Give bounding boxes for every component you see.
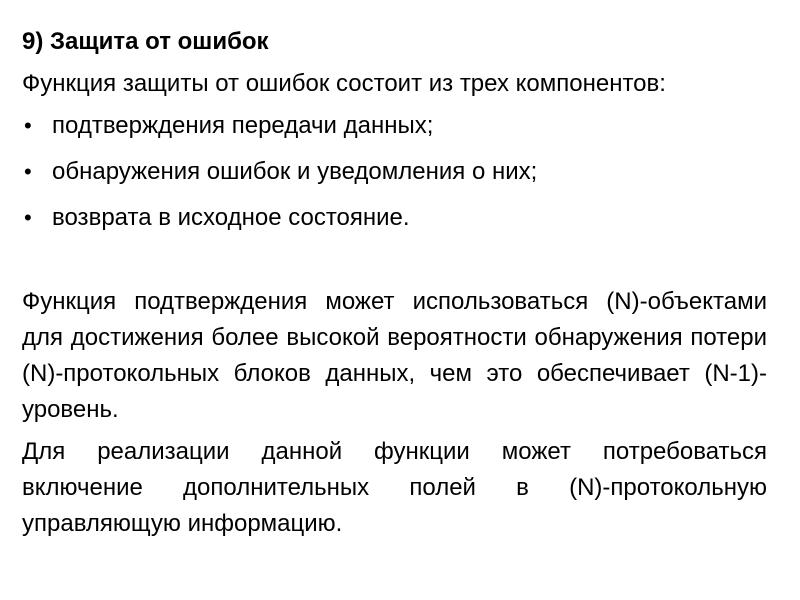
section-heading: 9) Защита от ошибок bbox=[22, 28, 269, 55]
list-item bbox=[22, 200, 767, 236]
slide-content bbox=[22, 24, 767, 542]
intro-paragraph: Функция защиты от ошибок состоит из трех компонентов: bbox=[22, 70, 666, 97]
acknowledgement-paragraph: Функция подтверждения может использоваться (N)-объектами для достижения более высокой вероятности обнаружения потери (N)-протокольных блоков данных, чем это обеспечивает (N-1)-уровень. bbox=[22, 288, 767, 423]
implementation-paragraph: Для реализации данной функции может потребоваться включение дополнительных полей в (N)-протокольную управляющую информацию. bbox=[22, 438, 767, 537]
bullet-icon: • bbox=[24, 113, 32, 138]
component-list bbox=[22, 108, 767, 236]
list-item bbox=[22, 154, 767, 190]
bullet-icon: • bbox=[24, 159, 32, 184]
spacer bbox=[22, 246, 767, 284]
list-item bbox=[22, 108, 767, 144]
list-item-text: подтверждения передачи данных; bbox=[52, 112, 434, 139]
bullet-icon: • bbox=[24, 205, 32, 230]
list-item-text: обнаружения ошибок и уведомления о них; bbox=[52, 158, 538, 185]
list-item-text: возврата в исходное состояние. bbox=[52, 204, 410, 231]
